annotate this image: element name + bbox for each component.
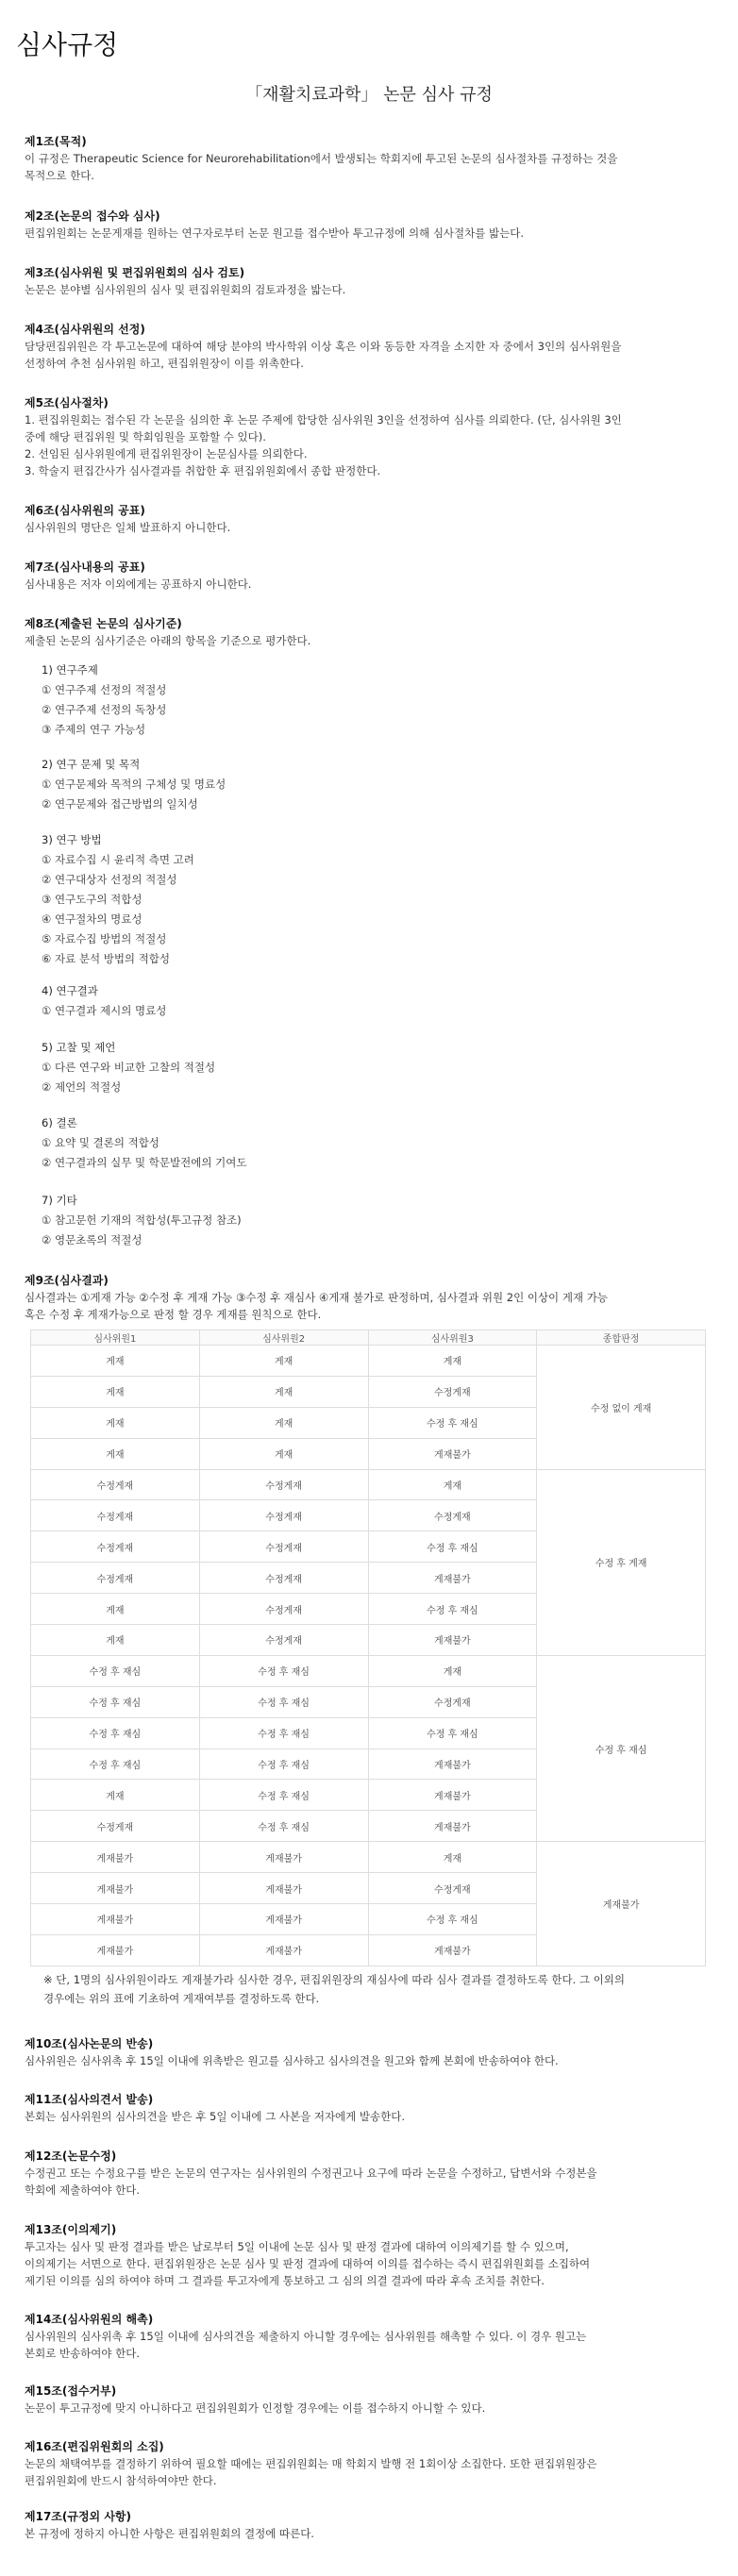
table-cell: 게재: [31, 1780, 200, 1811]
table-cell: 게재불가: [368, 1780, 537, 1811]
article-title: 제3조(심사위원 및 편집위원회의 심사 검토): [25, 266, 245, 279]
article-title: 제2조(논문의 접수와 심사): [25, 209, 160, 223]
criteria-item: ② 연구대상자 선정의 적절성: [42, 873, 177, 886]
table-cell: 수정게재: [199, 1563, 368, 1594]
article-title: 제6조(심사위원의 공표): [25, 504, 145, 517]
article-line: 투고자는 심사 및 판정 결과를 받은 날로부터 5일 이내에 논문 심사 및 판정 결과에 대하여 이의제기를 할 수 있으며,: [25, 2240, 569, 2253]
table-cell: 게재불가: [31, 1842, 200, 1873]
article-15: [25, 2383, 713, 2417]
note-line: 경우에는 위의 표에 기초하여 게재여부를 결정하도록 한다.: [43, 1992, 320, 2005]
table-cell: 수정게재: [368, 1873, 537, 1904]
criteria-item: ① 참고문헌 기재의 적합성(투고규정 참조): [42, 1213, 242, 1227]
verdict-cell: 수정 없이 게재: [537, 1346, 706, 1470]
table-cell: 게재: [368, 1842, 537, 1873]
table-cell: 게재불가: [368, 1811, 537, 1842]
table-cell: 수정 후 재심: [199, 1655, 368, 1686]
article-line: 중에 해당 편집위원 및 학회임원을 포함할 수 있다).: [25, 430, 266, 443]
criteria-heading: 3) 연구 방법: [42, 833, 102, 846]
table-cell: 게재: [31, 1376, 200, 1407]
table-cell: 수정게재: [199, 1625, 368, 1656]
table-cell: 게재불가: [368, 1563, 537, 1594]
article-12: [25, 2148, 713, 2199]
criteria-group-5: [42, 1038, 608, 1097]
article-line: 2. 선임된 심사위원에게 편집위원장이 논문심사를 의뢰한다.: [25, 447, 308, 460]
article-line: 심사위원은 심사위촉 후 15일 이내에 위촉받은 원고를 심사하고 심사의견을 원고와 함께 본회에 반송하여야 한다.: [25, 2054, 559, 2067]
table-cell: 게재: [199, 1438, 368, 1469]
article-line: 제출된 논문의 심사기준은 아래의 항목을 기준으로 평가한다.: [25, 634, 311, 647]
criteria-item: ① 연구문제와 목적의 구체성 및 명료성: [42, 778, 226, 791]
criteria-group-1: [42, 661, 608, 740]
article-title: 제12조(논문수정): [25, 2149, 117, 2163]
article-11: [25, 2091, 713, 2125]
table-note: [43, 1970, 704, 2008]
table-cell: 수정 후 재심: [199, 1748, 368, 1780]
table-cell: 수정 후 재심: [199, 1811, 368, 1842]
article-3: [25, 264, 713, 298]
table-cell: 수정 후 재심: [368, 1717, 537, 1748]
article-10: [25, 2035, 713, 2069]
article-line: 이 규정은 Therapeutic Science for Neurorehabilitation에서 발생되는 학회지에 투고된 논문의 심사절차를 규정하는 것을: [25, 152, 618, 165]
article-line: 편집위원회에 반드시 참석하여야만 한다.: [25, 2474, 217, 2487]
table-cell: 게재불가: [31, 1934, 200, 1965]
page-title: 심사규정: [16, 29, 119, 60]
table-cell: 게재불가: [31, 1873, 200, 1904]
criteria-item: ① 연구결과 제시의 명료성: [42, 1004, 167, 1017]
article-title: 제10조(심사논문의 반송): [25, 2037, 154, 2050]
table-cell: 게재불가: [199, 1934, 368, 1965]
article-title: 제11조(심사의견서 발송): [25, 2093, 154, 2106]
article-title: 제17조(규정외 사항): [25, 2510, 131, 2523]
article-line: 본회로 반송하여야 한다.: [25, 2347, 141, 2360]
header-cell: 심사위원2: [199, 1330, 368, 1346]
table-cell: 게재불가: [199, 1873, 368, 1904]
table-cell: 게재불가: [368, 1748, 537, 1780]
criteria-heading: 1) 연구주제: [42, 663, 98, 677]
header-cell: 종합판정: [537, 1330, 706, 1346]
article-line: 3. 학술지 편집간사가 심사결과를 취합한 후 편집위원회에서 종합 판정한다.: [25, 464, 381, 477]
article-line: 수정권고 또는 수정요구를 받은 논문의 연구자는 심사위원의 수정권고나 요구에 따라 논문을 수정하고, 답변서와 수정본을: [25, 2166, 597, 2180]
article-line: 목적으로 한다.: [25, 169, 94, 182]
criteria-item: ① 요약 및 결론의 적합성: [42, 1136, 159, 1149]
document-title: 「재활치료과학」 논문 심사 규정: [245, 85, 493, 105]
table-cell: 게재불가: [368, 1934, 537, 1965]
article-title: 제9조(심사결과): [25, 1274, 109, 1287]
article-line: 제기된 이의를 심의 하여야 하며 그 결과를 투고자에게 통보하고 그 심의 의결 결과에 따라 후속 조치를 취한다.: [25, 2274, 545, 2287]
table-cell: 수정 후 재심: [31, 1717, 200, 1748]
table-row: [31, 1346, 706, 1377]
review-result-table: [30, 1330, 706, 1966]
table-cell: 수정게재: [199, 1531, 368, 1563]
article-line: 심사결과는 ①게재 가능 ②수정 후 게재 가능 ③수정 후 재심사 ④게재 불가로 판정하며, 심사결과 위원 2인 이상이 게재 가능: [25, 1291, 608, 1304]
table-cell: 수정게재: [31, 1563, 200, 1594]
note-line: ※ 단, 1명의 심사위원이라도 게재불가라 심사한 경우, 편집위원장의 재심사에 따라 심사 결과를 결정하도록 한다. 그 이외의: [43, 1973, 625, 1986]
table-cell: 게재: [368, 1655, 537, 1686]
article-17: [25, 2508, 713, 2542]
article-line: 심사내용은 저자 이외에게는 공표하지 아니한다.: [25, 577, 252, 591]
article-14: [25, 2311, 713, 2362]
table-cell: 게재불가: [368, 1438, 537, 1469]
criteria-item: ③ 주제의 연구 가능성: [42, 723, 146, 736]
criteria-item: ② 제언의 적절성: [42, 1080, 122, 1094]
criteria-group-7: [42, 1191, 608, 1250]
table-cell: 수정 후 재심: [31, 1748, 200, 1780]
article-title: 제1조(목적): [25, 135, 87, 148]
article-line: 1. 편집위원회는 접수된 각 논문을 심의한 후 논문 주제에 합당한 심사위원 3인을 선정하여 심사를 의뢰한다. (단, 심사위원 3인: [25, 413, 622, 427]
article-title: 제5조(심사절차): [25, 396, 109, 410]
criteria-heading: 6) 결론: [42, 1116, 77, 1129]
criteria-item: ② 연구문제와 접근방법의 일치성: [42, 797, 198, 811]
table-cell: 게재: [368, 1469, 537, 1500]
article-16: [25, 2438, 713, 2489]
criteria-item: ④ 연구절차의 명료성: [42, 912, 143, 926]
table-header-row: [31, 1330, 706, 1346]
criteria-item: ⑥ 자료 분석 방법의 적합성: [42, 952, 171, 965]
table-cell: 게재불가: [199, 1842, 368, 1873]
criteria-item: ② 연구주제 선정의 독창성: [42, 703, 167, 716]
criteria-group-4: [42, 981, 608, 1021]
criteria-heading: 5) 고찰 및 제언: [42, 1041, 116, 1054]
article-13: [25, 2221, 713, 2289]
header-cell: 심사위원1: [31, 1330, 200, 1346]
criteria-item: ⑤ 자료수집 방법의 적절성: [42, 932, 167, 945]
verdict-cell: 수정 후 재심: [537, 1655, 706, 1841]
article-5: [25, 394, 713, 479]
article-line: 심사위원의 명단은 일체 발표하지 아니한다.: [25, 521, 231, 534]
header-cell: 심사위원3: [368, 1330, 537, 1346]
table-cell: 게재: [31, 1438, 200, 1469]
article-line: 논문의 채택여부를 결정하기 위하여 필요할 때에는 편집위원회는 매 학회지 발행 전 1회이상 소집한다. 또한 편집위원장은: [25, 2457, 597, 2470]
table-cell: 수정게재: [368, 1376, 537, 1407]
table-cell: 수정 후 재심: [199, 1780, 368, 1811]
table-cell: 수정 후 재심: [199, 1717, 368, 1748]
table-cell: 게재: [31, 1407, 200, 1438]
criteria-item: ③ 연구도구의 적합성: [42, 893, 143, 906]
table-cell: 게재불가: [368, 1625, 537, 1656]
article-line: 본 규정에 정하지 아니한 사항은 편집위원회의 결정에 따른다.: [25, 2527, 314, 2540]
table-cell: 수정게재: [31, 1531, 200, 1563]
article-line: 이의제기는 서면으로 한다. 편집위원장은 논문 심사 및 판정 결과에 대하여 이의를 접수하는 즉시 편집위원회를 소집하여: [25, 2257, 591, 2270]
criteria-heading: 2) 연구 문제 및 목적: [42, 758, 141, 771]
article-line: 논문은 분야별 심사위원의 심사 및 편집위원회의 검토과정을 밟는다.: [25, 283, 346, 296]
table-cell: 수정 후 재심: [368, 1531, 537, 1563]
article-line: 혹은 수정 후 게재가능으로 판정 할 경우 게재를 원칙으로 한다.: [25, 1308, 322, 1321]
criteria-item: ② 영문초록의 적절성: [42, 1233, 143, 1246]
criteria-item: ② 연구결과의 실무 및 학문발전에의 기여도: [42, 1156, 247, 1169]
criteria-group-6: [42, 1113, 608, 1173]
table-cell: 수정게재: [31, 1469, 200, 1500]
table-cell: 게재: [199, 1407, 368, 1438]
article-4: [25, 321, 713, 372]
table-cell: 수정게재: [31, 1500, 200, 1531]
article-title: 제4조(심사위원의 선정): [25, 323, 145, 336]
table-cell: 게재불가: [199, 1904, 368, 1935]
article-line: 논문이 투고규정에 맞지 아니하다고 편집위원회가 인정할 경우에는 이를 접수하지 아니할 수 있다.: [25, 2401, 486, 2415]
article-line: 심사위원의 심사위촉 후 15일 이내에 심사의견을 제출하지 아니할 경우에는 심사위원를 해촉할 수 있다. 이 경우 원고는: [25, 2330, 587, 2343]
article-1: [25, 133, 713, 184]
criteria-group-2: [42, 755, 608, 814]
article-title: 제16조(편집위원회의 소집): [25, 2440, 164, 2453]
table-cell: 수정 후 재심: [31, 1655, 200, 1686]
table-cell: 수정게재: [199, 1469, 368, 1500]
article-title: 제8조(제출된 논문의 심사기준): [25, 617, 182, 630]
table-cell: 수정 후 재심: [368, 1407, 537, 1438]
article-line: 담당편집위원은 각 투고논문에 대하여 해당 분야의 박사학위 이상 혹은 이와 동등한 자격을 소지한 자 중에서 3인의 심사위원을: [25, 340, 622, 353]
table-row: [31, 1655, 706, 1686]
article-6: [25, 502, 713, 536]
article-title: 제14조(심사위원의 해촉): [25, 2313, 154, 2326]
table-cell: 수정게재: [368, 1686, 537, 1717]
table-cell: 게재: [199, 1376, 368, 1407]
article-7: [25, 559, 713, 593]
article-2: [25, 208, 713, 242]
table-cell: 수정 후 재심: [368, 1904, 537, 1935]
article-title: 제13조(이의제기): [25, 2223, 117, 2236]
verdict-cell: 게재불가: [537, 1842, 706, 1966]
table-cell: 게재: [31, 1625, 200, 1656]
article-line: 본회는 심사위원의 심사의견을 받은 후 5일 이내에 그 사본을 저자에게 발송한다.: [25, 2110, 406, 2123]
table-cell: 게재불가: [31, 1904, 200, 1935]
table-cell: 게재: [31, 1346, 200, 1377]
article-line: 학회에 제출하여야 한다.: [25, 2183, 141, 2197]
table-cell: 수정 후 재심: [31, 1686, 200, 1717]
table-cell: 수정 후 재심: [368, 1594, 537, 1625]
article-8: [25, 615, 713, 649]
article-line: 선정하여 추천 심사위원 하고, 편집위원장이 이를 위촉한다.: [25, 357, 304, 370]
table-cell: 수정 후 재심: [199, 1686, 368, 1717]
table-cell: 수정게재: [368, 1500, 537, 1531]
table-cell: 게재: [368, 1346, 537, 1377]
article-title: 제7조(심사내용의 공표): [25, 560, 145, 574]
table-cell: 게재: [31, 1594, 200, 1625]
criteria-item: ① 다른 연구와 비교한 고찰의 적절성: [42, 1061, 216, 1074]
criteria-heading: 7) 기타: [42, 1194, 77, 1207]
article-9: [25, 1272, 713, 1323]
criteria-heading: 4) 연구결과: [42, 984, 98, 997]
criteria-group-3: [42, 830, 608, 969]
table-cell: 수정게재: [31, 1811, 200, 1842]
table-cell: 수정게재: [199, 1500, 368, 1531]
criteria-item: ① 자료수집 시 윤리적 측면 고려: [42, 853, 194, 866]
table-cell: 수정게재: [199, 1594, 368, 1625]
criteria-item: ① 연구주제 선정의 적절성: [42, 683, 167, 696]
table-cell: 게재: [199, 1346, 368, 1377]
table-row: [31, 1469, 706, 1500]
table-row: [31, 1842, 706, 1873]
article-title: 제15조(접수거부): [25, 2384, 117, 2398]
verdict-cell: 수정 후 게재: [537, 1469, 706, 1655]
article-line: 편집위원회는 논문게재를 원하는 연구자로부터 논문 원고를 접수받아 투고규정에 의해 심사절차를 밟는다.: [25, 226, 525, 240]
